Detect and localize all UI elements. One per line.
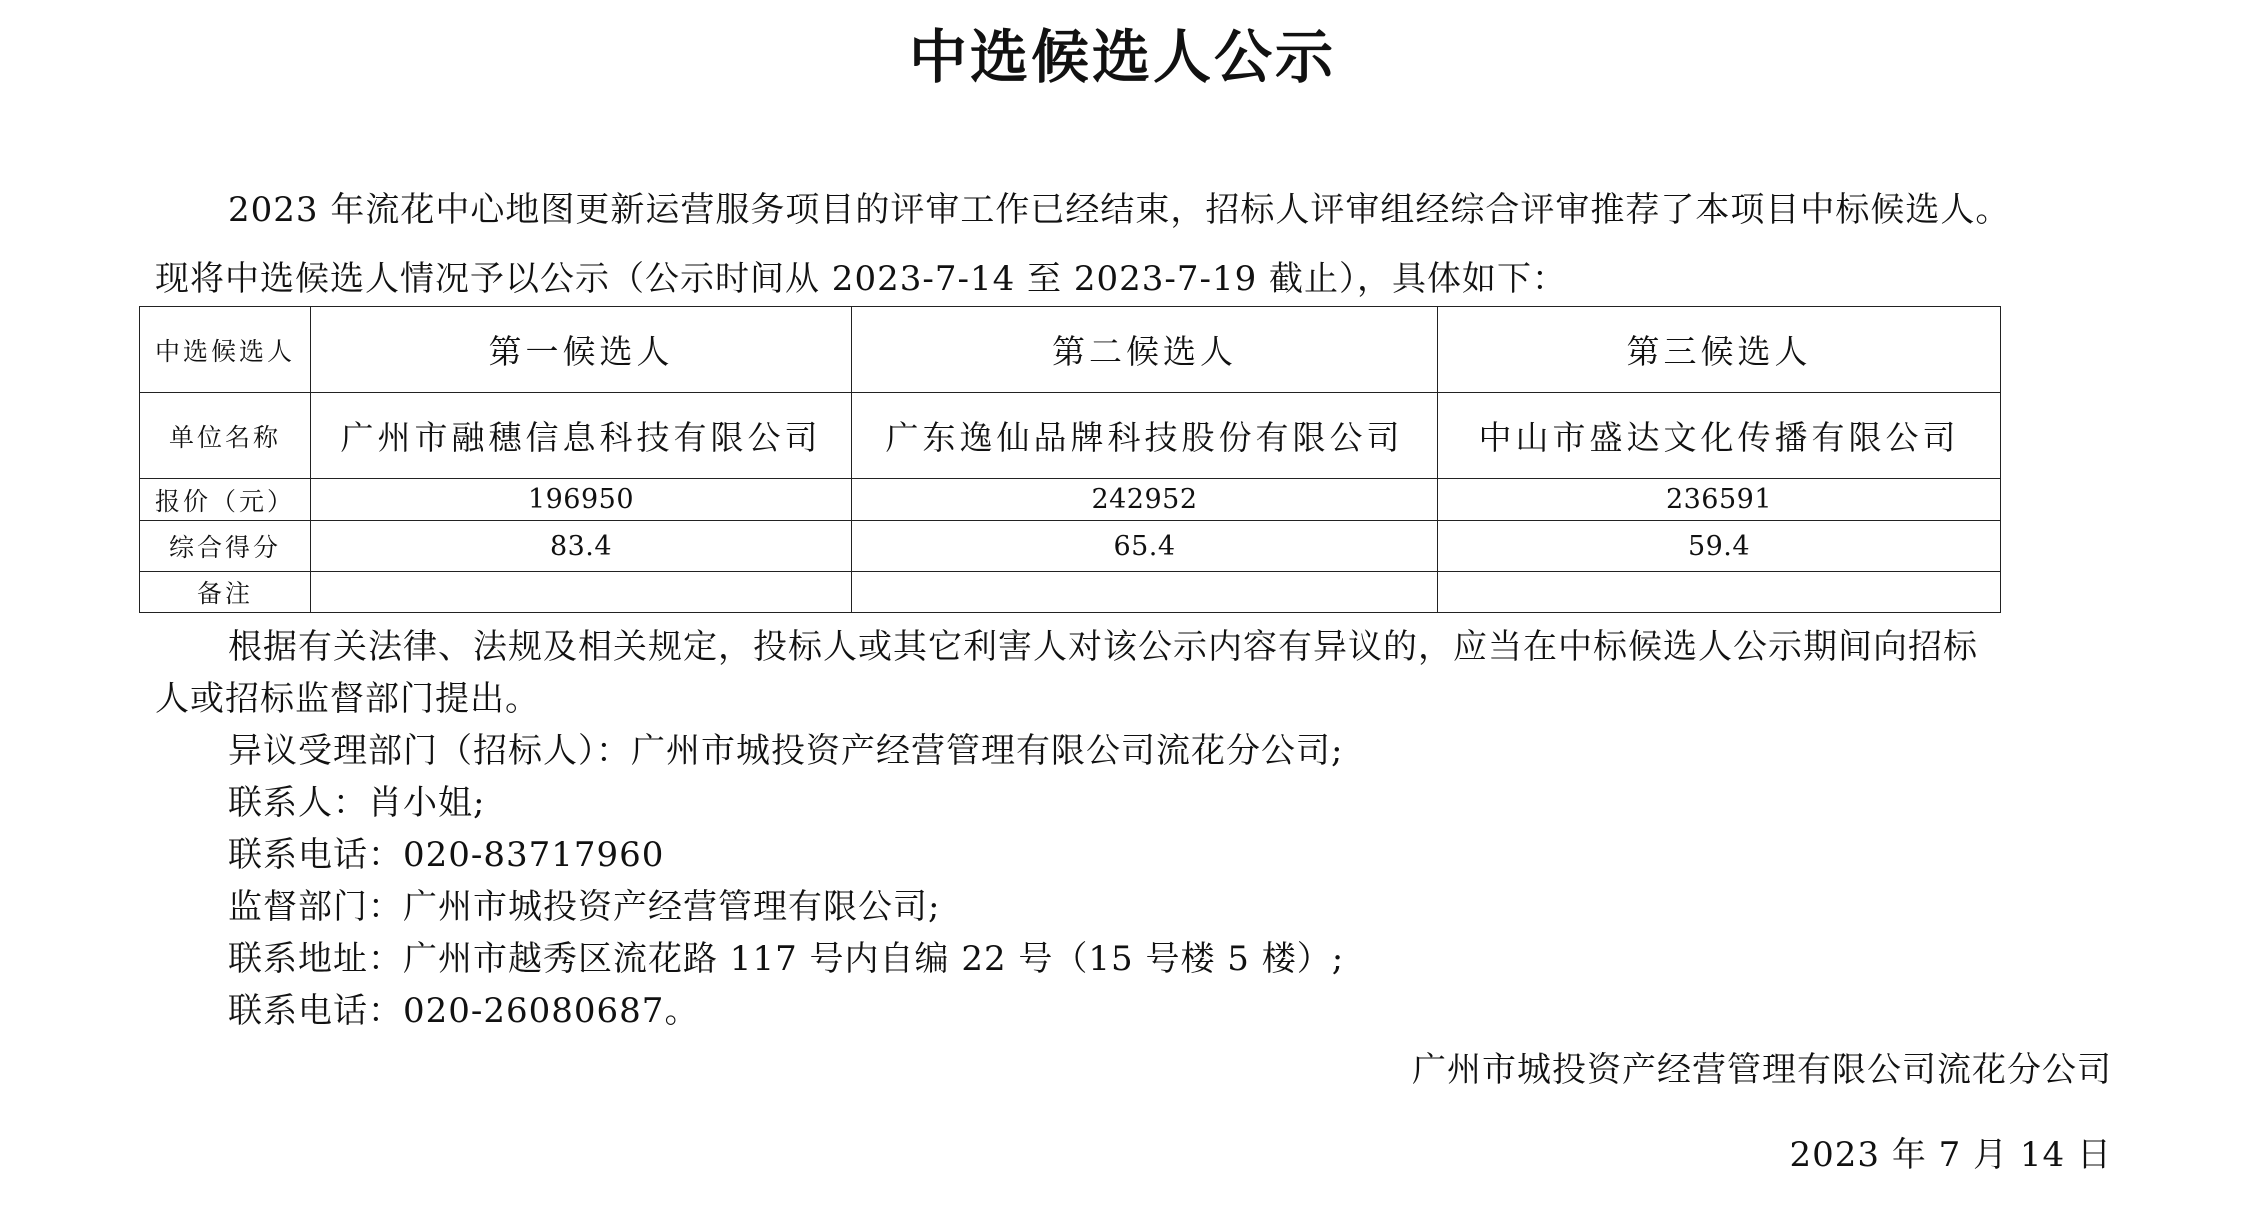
notice-line-2: 人或招标监督部门提出。 [155, 679, 540, 719]
company-cell: 广州市融穗信息科技有限公司 [311, 393, 852, 479]
header-cell-third: 第三候选人 [1438, 307, 2001, 393]
objection-dept: 异议受理部门（招标人）：广州市城投资产经营管理有限公司流花分公司; [228, 731, 1344, 771]
contact-person: 联系人：肖小姐; [228, 783, 486, 823]
signature-org: 广州市城投资产经营管理有限公司流花分公司 [1412, 1050, 2112, 1090]
score-cell: 83.4 [311, 521, 852, 572]
row-label: 综合得分 [140, 521, 311, 572]
price-cell: 236591 [1438, 479, 2001, 521]
supervision-dept: 监督部门：广州市城投资产经营管理有限公司; [228, 887, 941, 927]
remark-cell [311, 572, 852, 613]
table-header-row [140, 307, 2001, 393]
price-cell: 242952 [852, 479, 1438, 521]
signature-date: 2023 年 7 月 14 日 [1789, 1135, 2112, 1175]
row-label: 备注 [140, 572, 311, 613]
remark-cell [1438, 572, 2001, 613]
header-cell-first: 第一候选人 [311, 307, 852, 393]
table-row-company [140, 393, 2001, 479]
row-label: 报价（元） [140, 479, 311, 521]
table-row-score [140, 521, 2001, 572]
company-cell: 广东逸仙品牌科技股份有限公司 [852, 393, 1438, 479]
company-cell: 中山市盛达文化传播有限公司 [1438, 393, 2001, 479]
remark-cell [852, 572, 1438, 613]
candidates-table [139, 306, 2001, 613]
contact-phone-2: 联系电话：020-26080687。 [228, 991, 700, 1031]
header-cell-label: 中选候选人 [140, 307, 311, 393]
contact-address: 联系地址：广州市越秀区流花路 117 号内自编 22 号（15 号楼 5 楼）; [228, 939, 1345, 979]
table-row-remarks [140, 572, 2001, 613]
table-row-price [140, 479, 2001, 521]
row-label: 单位名称 [140, 393, 311, 479]
intro-line-2: 现将中选候选人情况予以公示（公示时间从 2023-7-14 至 2023-7-19 截止），具体如下： [155, 259, 1568, 299]
contact-phone-1: 联系电话：020-83717960 [228, 835, 665, 875]
price-cell: 196950 [311, 479, 852, 521]
notice-line-1: 根据有关法律、法规及相关规定，投标人或其它利害人对该公示内容有异议的，应当在中标候选人公示期间向招标 [228, 627, 1978, 667]
intro-line-1: 2023 年流花中心地图更新运营服务项目的评审工作已经结束，招标人评审组经综合评审推荐了本项目中标候选人。 [228, 190, 2011, 230]
header-cell-second: 第二候选人 [852, 307, 1438, 393]
score-cell: 59.4 [1438, 521, 2001, 572]
score-cell: 65.4 [852, 521, 1438, 572]
page-title: 中选候选人公示 [908, 23, 1336, 91]
